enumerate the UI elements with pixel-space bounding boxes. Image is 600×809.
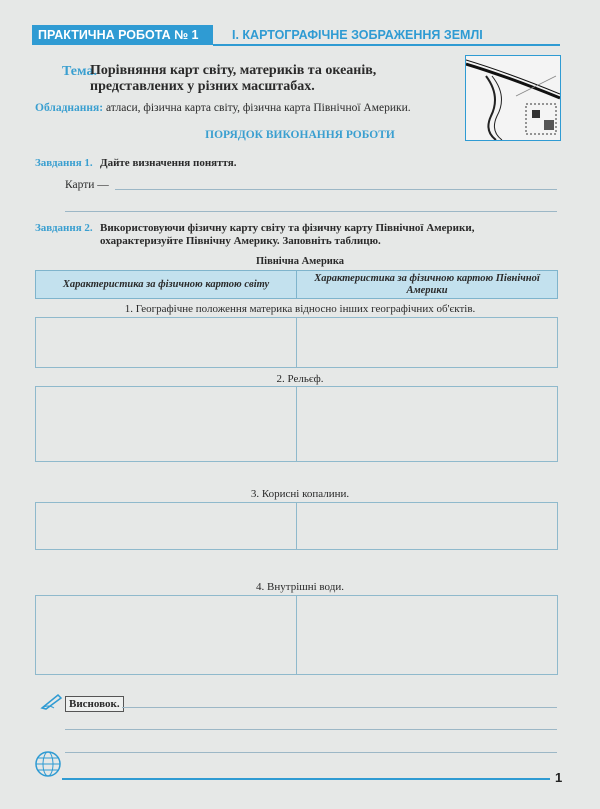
equipment-text: атласи, фізична карта світу, фізична карта Північної Америки. xyxy=(103,102,411,114)
answer-cell[interactable] xyxy=(36,318,296,367)
answer-cell[interactable] xyxy=(296,318,557,367)
answer-cell[interactable] xyxy=(296,596,557,674)
table-caption: Північна Америка xyxy=(256,256,344,267)
column-header: Характеристика за фізичною картою Північної Америки xyxy=(296,271,557,298)
answer-line[interactable] xyxy=(122,707,557,708)
section-title: 3. Корисні копалини. xyxy=(250,488,350,500)
task2-text: Використовуючи фізичну карту світу та фізичну карту Північної Америки, охарактеризуйте Північну Америку. Заповніть таблицю. xyxy=(100,222,475,247)
header-divider xyxy=(213,44,560,46)
table-row xyxy=(35,502,558,550)
answer-cell[interactable] xyxy=(296,387,557,461)
answer-cell[interactable] xyxy=(36,387,296,461)
equipment-label: Обладнання: xyxy=(35,102,104,114)
task1-label: Завдання 1. xyxy=(35,157,93,169)
topic-label: Тема. xyxy=(62,64,97,79)
answer-cell[interactable] xyxy=(36,503,296,549)
chapter-title: І. КАРТОГРАФІЧНЕ ЗОБРАЖЕННЯ ЗЕМЛІ xyxy=(232,28,483,42)
pen-icon xyxy=(40,692,64,715)
answer-cell[interactable] xyxy=(296,503,557,549)
term-maps: Карти — xyxy=(65,179,109,191)
task2-label: Завдання 2. xyxy=(35,222,93,234)
footer-divider xyxy=(62,778,550,780)
section-title: 2. Рельєф. xyxy=(276,373,324,385)
task1-text: Дайте визначення поняття. xyxy=(100,157,237,169)
globe-icon xyxy=(34,750,64,785)
order-title: ПОРЯДОК ВИКОНАННЯ РОБОТИ xyxy=(205,129,395,141)
table-header xyxy=(35,270,558,299)
answer-line[interactable] xyxy=(115,189,557,190)
section-title: 4. Внутрішні води. xyxy=(256,581,344,593)
answer-line[interactable] xyxy=(65,211,557,212)
equipment-line xyxy=(35,102,411,114)
answer-line[interactable] xyxy=(65,729,557,730)
table-row xyxy=(35,386,558,462)
table-row xyxy=(35,595,558,675)
table-row xyxy=(35,317,558,368)
topic-text: Порівняння карт світу, материків та океанів, представлених у різних масштабах. xyxy=(90,63,377,94)
answer-line[interactable] xyxy=(65,752,557,753)
page-number: 1 xyxy=(555,770,563,785)
column-header: Характеристика за фізичною картою світу xyxy=(62,278,270,290)
practical-work-badge: ПРАКТИЧНА РОБОТА № 1 xyxy=(32,25,213,45)
answer-cell[interactable] xyxy=(36,596,296,674)
conclusion-label: Висновок. xyxy=(65,696,124,712)
section-title: 1. Географічне положення материка відносно інших географічних об'єктів. xyxy=(124,303,476,315)
